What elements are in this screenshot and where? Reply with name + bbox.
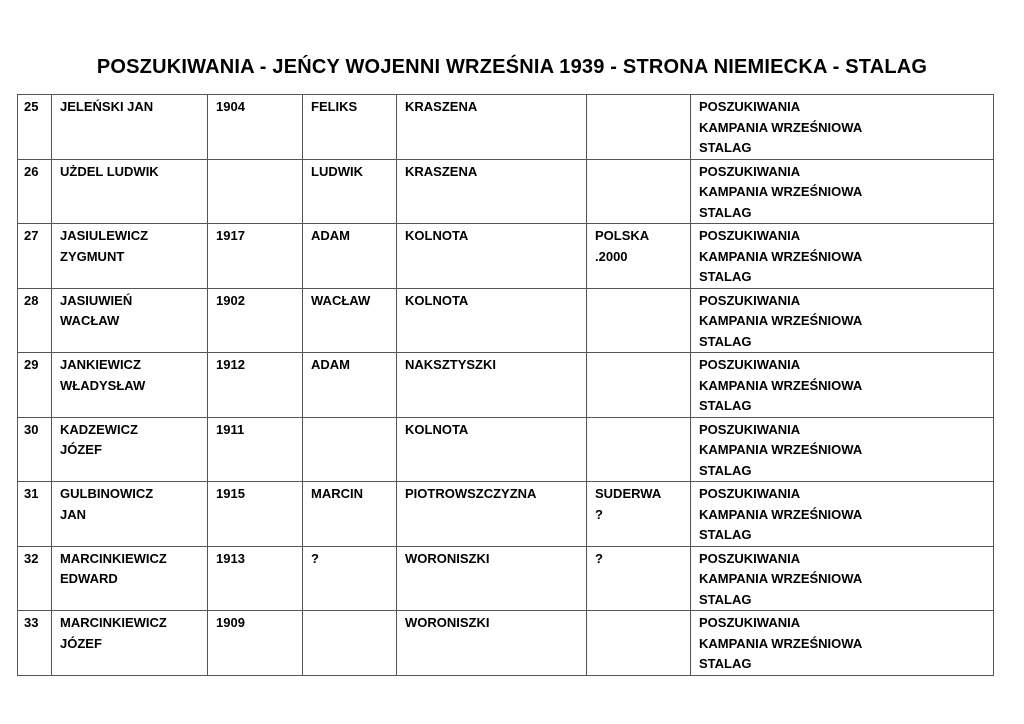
birth-year-cell: [208, 482, 303, 547]
name-cell-line: EDWARD: [60, 571, 118, 586]
father-name-cell: [303, 95, 397, 160]
row-number: [18, 546, 52, 611]
row-number: [18, 224, 52, 289]
birth-year-cell-line: 1909: [216, 615, 245, 630]
status-cell: [691, 417, 994, 482]
birth-year-cell: [208, 417, 303, 482]
name-cell-line: JELEŃSKI JAN: [60, 99, 154, 114]
birth-year-cell-line: 1902: [216, 292, 245, 308]
name-cell-line: MARCINKIEWICZ: [60, 615, 167, 630]
birth-year-cell: [208, 353, 303, 418]
place-cell-line: KRASZENA: [405, 99, 478, 114]
place-cell-line: KOLNOTA: [405, 292, 469, 308]
status-cell-line: KAMPANIA WRZEŚNIOWA: [699, 635, 863, 651]
status-cell: [691, 353, 994, 418]
status-cell-line: POSZUKIWANIA: [699, 357, 801, 372]
father-name-cell-line: FELIKS: [311, 99, 358, 114]
status-cell-line: STALAG: [699, 140, 752, 155]
note-cell: [587, 417, 691, 482]
note-cell-line: SUDERWA: [595, 486, 662, 501]
note-cell-line: POLSKA: [595, 228, 650, 243]
name-cell-line: WŁADYSŁAW: [60, 377, 146, 393]
name-cell: [52, 546, 208, 611]
father-name-cell-line: ADAM: [311, 228, 350, 243]
place-cell: [397, 611, 587, 676]
status-cell-line: POSZUKIWANIA: [699, 228, 801, 243]
row-number-line: 29: [24, 357, 39, 372]
page-title: POSZUKIWANIA - JEŃCY WOJENNI WRZEŚNIA 1939 - STRONA NIEMIECKA - STALAG: [96, 56, 928, 78]
status-cell-line: POSZUKIWANIA: [699, 292, 801, 308]
note-cell-line: ?: [595, 550, 603, 566]
birth-year-cell-line: 1915: [216, 486, 245, 501]
name-cell-line: JASIULEWICZ: [60, 228, 149, 243]
place-cell-line: NAKSZTYSZKI: [405, 357, 496, 372]
status-cell-line: STALAG: [699, 527, 752, 542]
birth-year-cell-line: 1917: [216, 228, 245, 243]
records-table: [17, 94, 994, 676]
name-cell-line: JÓZEF: [60, 635, 102, 651]
status-cell: [691, 224, 994, 289]
table-row: [18, 224, 994, 289]
status-cell: [691, 546, 994, 611]
table-row: [18, 546, 994, 611]
name-cell: [52, 353, 208, 418]
place-cell-line: PIOTROWSZCZYZNA: [405, 486, 537, 501]
father-name-cell-line: ADAM: [311, 357, 350, 372]
birth-year-cell: [208, 288, 303, 353]
status-cell-line: POSZUKIWANIA: [699, 99, 801, 114]
place-cell: [397, 95, 587, 160]
table-row: [18, 417, 994, 482]
status-cell-line: STALAG: [699, 333, 752, 349]
name-cell: [52, 482, 208, 547]
status-cell-line: POSZUKIWANIA: [699, 550, 801, 566]
table-row: [18, 288, 994, 353]
row-number-line: 32: [24, 550, 39, 566]
note-cell: [587, 224, 691, 289]
table-row: [18, 95, 994, 160]
status-cell-line: POSZUKIWANIA: [699, 163, 801, 179]
place-cell: [397, 353, 587, 418]
name-cell-line: WACŁAW: [60, 313, 120, 328]
father-name-cell: [303, 482, 397, 547]
note-cell: [587, 611, 691, 676]
note-cell-line: ?: [595, 506, 603, 522]
status-cell-line: STALAG: [699, 462, 752, 478]
row-number-line: 31: [24, 486, 39, 501]
name-cell-line: JANKIEWICZ: [60, 357, 141, 372]
father-name-cell: [303, 288, 397, 353]
table-row: [18, 353, 994, 418]
row-number: [18, 417, 52, 482]
father-name-cell: [303, 159, 397, 224]
birth-year-cell: [208, 224, 303, 289]
status-cell-line: KAMPANIA WRZEŚNIOWA: [699, 119, 863, 135]
row-number: [18, 159, 52, 224]
place-cell-line: KOLNOTA: [405, 421, 469, 437]
table-row: [18, 611, 994, 676]
note-cell: [587, 353, 691, 418]
name-cell: [52, 288, 208, 353]
note-cell: [587, 482, 691, 547]
row-number: [18, 95, 52, 160]
status-cell-line: KAMPANIA WRZEŚNIOWA: [699, 184, 863, 199]
status-cell-line: STALAG: [699, 398, 752, 413]
name-cell: [52, 611, 208, 676]
note-cell: [587, 288, 691, 353]
status-cell: [691, 159, 994, 224]
status-cell-line: POSZUKIWANIA: [699, 615, 801, 630]
father-name-cell-line: ?: [311, 550, 319, 566]
row-number-line: 26: [24, 163, 39, 179]
status-cell-line: STALAG: [699, 591, 752, 607]
name-cell-line: MARCINKIEWICZ: [60, 550, 167, 566]
table-row: [18, 159, 994, 224]
status-cell-line: KAMPANIA WRZEŚNIOWA: [699, 248, 863, 264]
row-number-line: 27: [24, 228, 39, 243]
name-cell: [52, 159, 208, 224]
note-cell-line: .2000: [595, 248, 628, 264]
birth-year-cell: [208, 159, 303, 224]
place-cell: [397, 482, 587, 547]
place-cell-line: WORONISZKI: [405, 615, 490, 630]
row-number-line: 25: [24, 99, 39, 114]
name-cell-line: KADZEWICZ: [60, 421, 138, 437]
father-name-cell: [303, 353, 397, 418]
place-cell: [397, 288, 587, 353]
father-name-cell: [303, 546, 397, 611]
row-number-line: 33: [24, 615, 39, 630]
place-cell: [397, 159, 587, 224]
status-cell: [691, 482, 994, 547]
birth-year-cell-line: 1911: [216, 421, 245, 437]
status-cell-line: STALAG: [699, 656, 752, 671]
note-cell: [587, 95, 691, 160]
note-cell: [587, 159, 691, 224]
row-number: [18, 288, 52, 353]
birth-year-cell: [208, 611, 303, 676]
status-cell-line: KAMPANIA WRZEŚNIOWA: [699, 571, 863, 586]
status-cell: [691, 611, 994, 676]
place-cell-line: WORONISZKI: [405, 550, 490, 566]
father-name-cell-line: WACŁAW: [311, 292, 371, 308]
place-cell: [397, 417, 587, 482]
status-cell-line: KAMPANIA WRZEŚNIOWA: [699, 377, 863, 393]
note-cell: [587, 546, 691, 611]
name-cell: [52, 224, 208, 289]
name-cell-line: JASIUWIEŃ: [60, 292, 133, 308]
father-name-cell: [303, 224, 397, 289]
status-cell-line: STALAG: [699, 269, 752, 284]
place-cell-line: KRASZENA: [405, 163, 478, 179]
birth-year-cell: [208, 95, 303, 160]
place-cell: [397, 224, 587, 289]
row-number-line: 30: [24, 421, 39, 437]
name-cell: [52, 417, 208, 482]
name-cell-line: JAN: [60, 506, 87, 522]
status-cell-line: POSZUKIWANIA: [699, 486, 801, 501]
place-cell-line: KOLNOTA: [405, 228, 469, 243]
father-name-cell: [303, 417, 397, 482]
status-cell-line: STALAG: [699, 204, 752, 220]
birth-year-cell-line: 1913: [216, 550, 245, 566]
row-number: [18, 611, 52, 676]
status-cell: [691, 95, 994, 160]
name-cell-line: JÓZEF: [60, 442, 102, 457]
birth-year-cell-line: 1912: [216, 357, 245, 372]
father-name-cell: [303, 611, 397, 676]
row-number-line: 28: [24, 292, 39, 308]
place-cell: [397, 546, 587, 611]
table-row: [18, 482, 994, 547]
name-cell-line: UŻDEL LUDWIK: [60, 163, 159, 179]
name-cell: [52, 95, 208, 160]
birth-year-cell-line: 1904: [216, 99, 245, 114]
status-cell-line: KAMPANIA WRZEŚNIOWA: [699, 506, 863, 522]
status-cell-line: KAMPANIA WRZEŚNIOWA: [699, 313, 863, 328]
status-cell: [691, 288, 994, 353]
status-cell-line: POSZUKIWANIA: [699, 421, 801, 437]
birth-year-cell: [208, 546, 303, 611]
father-name-cell-line: MARCIN: [311, 486, 363, 501]
name-cell-line: ZYGMUNT: [60, 248, 125, 264]
status-cell-line: KAMPANIA WRZEŚNIOWA: [699, 442, 863, 457]
father-name-cell-line: LUDWIK: [311, 163, 363, 179]
name-cell-line: GULBINOWICZ: [60, 486, 154, 501]
row-number: [18, 353, 52, 418]
row-number: [18, 482, 52, 547]
